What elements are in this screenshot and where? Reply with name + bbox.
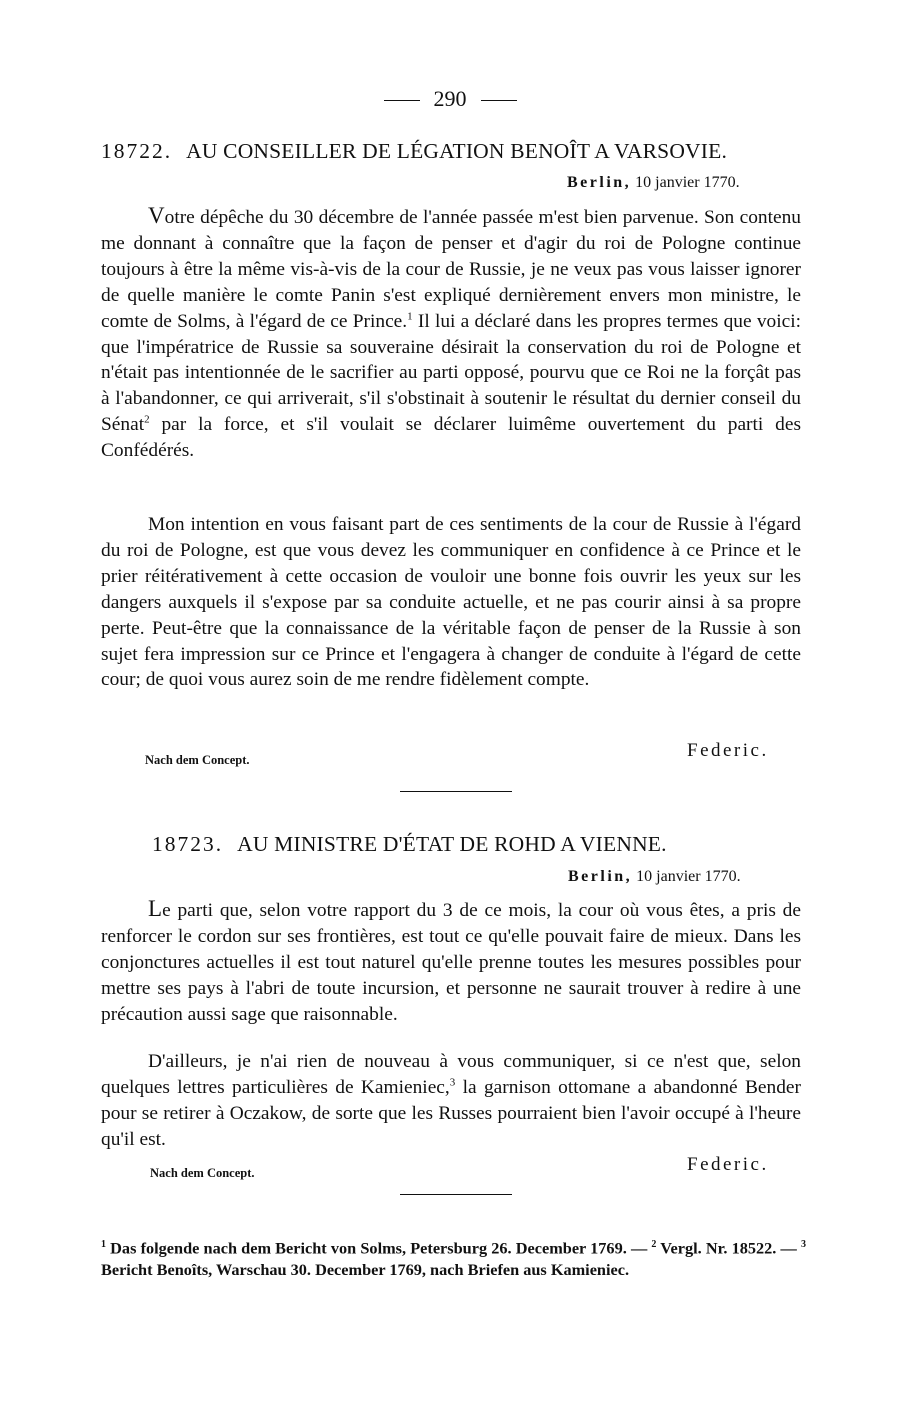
footnote-1-mark: 1 — [101, 1239, 106, 1250]
letter2-heading — [152, 832, 667, 857]
letter2-date-place: Berlin, — [568, 868, 633, 885]
letter2-signature: Federic. — [687, 1154, 769, 1175]
footnote-ref-2: 2 — [144, 413, 150, 426]
footnotes — [101, 1234, 806, 1280]
page-number — [0, 86, 900, 112]
letter1-heading — [101, 139, 727, 164]
letter2-p1-text: e parti que, selon votre rapport du 3 de ce mois, la cour où vous êtes, a pris de renforcer le cordon sur ses frontières, est tout ce qu'elle pouvait faire de mieux. Dans les conjonctures actuelles il est tout naturel qu'elle prenne toutes les mesures possibles pour mettre ses pays à l'abri de toute incursion, et personne ne saurait trouver à redire à une précaution aussi sage que raisonnable. — [101, 900, 801, 1025]
footnote-2: Vergl. Nr. 18522. — — [656, 1238, 801, 1258]
letter2-paragraph-1 — [101, 896, 801, 1028]
footnote-ref-1: 1 — [407, 310, 413, 323]
page-number-dash-right — [481, 100, 517, 101]
footnote-3-mark: 3 — [801, 1239, 806, 1250]
section-divider-2 — [400, 1194, 512, 1195]
letter1-date: 10 janvier 1770. — [635, 174, 740, 191]
letter1-signature: Federic. — [687, 740, 769, 761]
letter2-paragraph-2 — [101, 1049, 801, 1153]
footnote-2-mark: 2 — [651, 1239, 657, 1250]
letter2-initial: L — [148, 896, 163, 921]
letter1-p2-text: Mon intention en vous faisant part de ces sentiments de la cour de Russie à l'égard du roi de Pologne, est que vous devez les communiquer en confidence à ce Prince et le prier réitérativement à cette occasion de vouloir une bonne fois ouvrir les yeux sur les dangers auxquels il s'expose par sa conduite actuelle, et ne pas courir ainsi à sa propre perte. Peut-être que la connaissance de la véritable façon de penser de la Russie à son sujet fera impression sur ce Prince et l'engagera à changer de conduite à l'égard de cette cour; de quoi vous aurez soin de me rendre fidèlement compte. — [101, 514, 801, 691]
letter1-p1-text-c: par la force, et s'il voulait se déclarer luimême ouvertement du parti des Confédérés. — [101, 414, 801, 462]
letter2-date: 10 janvier 1770. — [636, 868, 741, 885]
letter1-number: 18722. — [101, 139, 173, 163]
letter2-source-note: Nach dem Concept. — [150, 1166, 255, 1180]
letter1-p1-text-b: Il lui a déclaré dans les propres termes que voici: que l'impératrice de Russie sa souveraine désirait la conservation du roi de Pologne et n'était pas intentionnée de le sacrifier au parti opposé, pourvu que ce Roi ne la forçât pas à l'abandonner, ce qui arriverait, s'il s'obstinait à soutenir le résultat du dernier conseil du Sénat — [101, 310, 801, 436]
letter1-source-note: Nach dem Concept. — [145, 753, 250, 767]
footnote-1: Das folgende nach dem Bericht von Solms, Petersburg 26. December 1769. — — [106, 1238, 652, 1258]
section-divider-1 — [400, 791, 512, 792]
page-number-dash-left — [384, 100, 420, 101]
page-number-text: 290 — [433, 86, 467, 111]
footnote-3: Bericht Benoîts, Warschau 30. December 1769, nach Briefen aus Kamieniec. — [101, 1259, 630, 1279]
letter1-dateline — [567, 174, 740, 192]
letter2-number: 18723. — [152, 832, 224, 856]
letter1-title: AU CONSEILLER DE LÉGATION BENOÎT A VARSOVIE. — [186, 139, 728, 163]
letter1-initial: V — [148, 203, 165, 228]
letter1-date-place: Berlin, — [567, 174, 632, 191]
letter1-paragraph-1 — [101, 203, 801, 464]
letter1-p1-text: otre dépêche du 30 décembre de l'année passée m'est bien parvenue. Son contenu me donnant à connaître que la façon de penser et d'agir du roi de Pologne continue toujours à être la même vis-à-vis de la cour de Russie, je ne veux pas vous laisser ignorer de quelle manière le comte Panin s'est expliqué dernièrement envers mon ministre, le comte de Solms, à l'égard de ce Prince. — [101, 207, 801, 332]
letter2-dateline — [568, 868, 741, 886]
letter2-p2-text-a: D'ailleurs, je n'ai rien de nouveau à vous communiquer, si ce n'est que, selon quelques lettres particulières de Kamieniec, — [101, 1051, 801, 1098]
footnote-ref-3: 3 — [449, 1076, 456, 1089]
letter2-p2-text-b: la garnison ottomane a abandonné Bender pour se retirer à Oczakow, de sorte que les Russes pourraient bien l'avoir occupé à l'heure qu'il est. — [101, 1076, 801, 1150]
letter1-paragraph-2 — [101, 512, 801, 693]
letter2-title: AU MINISTRE D'ÉTAT DE ROHD A VIENNE. — [237, 832, 667, 856]
